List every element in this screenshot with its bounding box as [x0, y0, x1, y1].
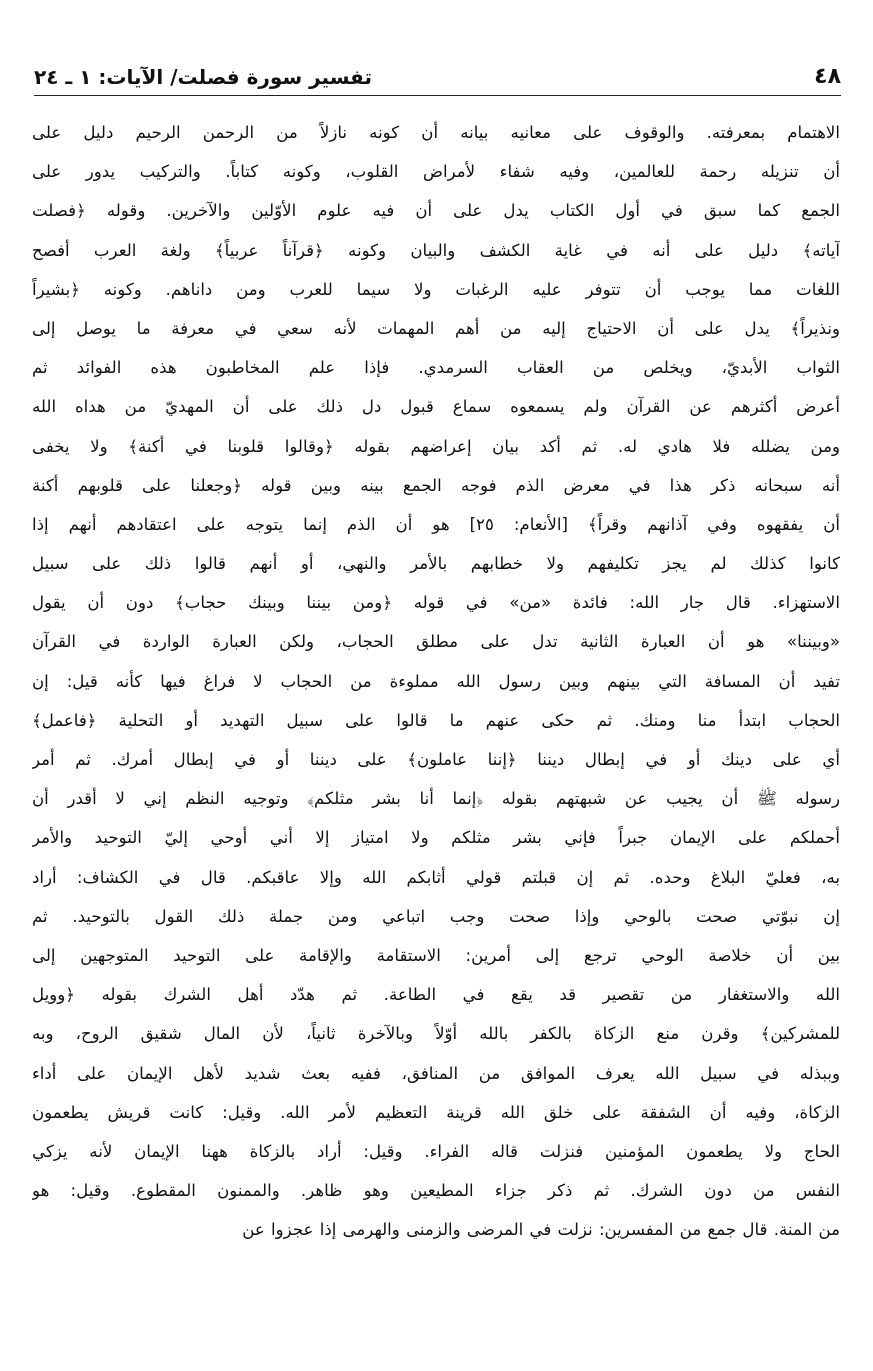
text-line: أن يفقهوه وفي آذانهم وقراً﴾ [الأنعام: ٢٥] هو أن الذم إنما يتوجه على اعتقادهم أنهم إذا [32, 514, 840, 534]
text-line: به، فعليّ البلاغ وحده. ثم إن قبلتم قولي أثابكم الله وإلا عاقبكم. قال في الكشاف: أراد [32, 867, 840, 887]
text-line: النفس من دون الشرك. ثم ذكر جزاء المطيعين وهو ظاهر. والممنون المقطوع. وقيل: هو [32, 1181, 840, 1201]
text-line: آياته﴾ دليل على أنه في غاية الكشف والبيان وكونه ﴿قرآناً عربياً﴾ ولغة العرب أفصح [32, 240, 840, 260]
running-title: تفسير سورة فصلت/ الآيات: ١ ـ ٢٤ [34, 65, 372, 89]
text-line: الاستهزاء. قال جار الله: فائدة «من» في قوله ﴿ومن بيننا وبينك حجاب﴾ دون أن يقول [32, 593, 840, 613]
text-line: للمشركين﴾ وقرن منع الزكاة بالكفر بالله أوّلاً وبالآخرة ثانياً، لأن المال شقيق الروح، وبه [32, 1024, 840, 1044]
text-line: رسوله ﷺ أن يجيب عن شبهتهم بقوله ﴿إنما أنا بشر مثلكم﴾ وتوجيه النظم إني لا أقدر أن [32, 789, 840, 809]
text-line: أن تنزيله رحمة للعالمين، وفيه شفاء لأمراض القلوب، وكونه كتاباً. والتركيب يدور على [32, 162, 840, 182]
text-line: الاهتمام بمعرفته. والوقوف على معانيه بيانه أن كونه نازلاً من الرحمن الرحيم دليل على [32, 123, 840, 142]
text-line: الله والاستغفار من تقصير قد يقع في الطاعة. ثم هدّد أهل الشرك بقوله ﴿وويل [32, 985, 840, 1005]
text-line: وببذله في سبيل الله يعرف الموافق من المنافق، ففيه بعث شديد لأهل الإيمان على أداء [32, 1063, 840, 1083]
text-line: الحجاب ابتدأ منا ومنك. ثم حكى عنهم ما قالوا على سبيل التهديد أو التحلية ﴿فاعمل﴾ [32, 710, 840, 730]
text-line: بين أن خلاصة الوحي ترجع إلى أمرين: الاستقامة والإقامة على التوحيد المتوجهين إلى [32, 945, 840, 965]
text-line: الزكاة، وفيه أن الشفقة على خلق الله قرينة التعظيم لأمر الله. وقيل: كانت قريش يطعمون [32, 1102, 840, 1122]
text-line: إن نبوّتي صحت بالوحي وإذا صحت وجب اتباعي ومن جملة ذلك القول بالتوحيد. ثم [32, 906, 840, 926]
text-line: ونذيراً﴾ يدل على أن الاحتياج إليه من أهم المهمات لأنه سعي في معرفة ما يوصل إلى [32, 318, 840, 338]
text-line: أعرض أكثرهم عن القرآن ولم يسمعوه سماع قبول دل ذلك على أن المهديّ من هداه الله [32, 397, 840, 417]
text-line: من المنة. قال جمع من المفسرين: نزلت في المرضى والزمنى والهرمى إذا عجزوا عن [242, 1220, 840, 1240]
text-line: الثواب الأبديّ، ويخلص من العقاب السرمدي. فإذا علم المخاطبون هذه الفوائد ثم [32, 358, 840, 378]
page-header [34, 56, 841, 96]
text-line: أنه سبحانه ذكر هذا في معرض الذم فوجه الجمع بينه وبين قوله ﴿وجعلنا على قلوبهم أكنة [32, 475, 840, 495]
text-line: أحملكم على الإيمان جبراً فإني بشر مثلكم ولا امتياز إلا أني أوحي إليّ التوحيد والأمر [32, 828, 840, 848]
page-number: ٤٨ [814, 64, 841, 89]
text-line: ومن يضلله فلا هادي له. ثم أكد بيان إعراضهم بقوله ﴿وقالوا قلوبنا في أكنة﴾ ولا يخفى [32, 436, 840, 456]
text-line: اللغات مما يوجب أن تتوفر عليه الرغبات ولا سيما للعرب ومن داناهم. وكونه ﴿بشيراً [32, 279, 840, 299]
text-line: الجمع كما سبق في أول الكتاب يدل على أن فيه علوم الأوّلين والآخرين. وقوله ﴿فصلت [32, 201, 840, 221]
body-text [32, 113, 840, 1293]
text-line: «وبيننا» هو أن العبارة الثانية تدل على مطلق الحجاب، ولكن العبارة الواردة في القرآن [32, 632, 840, 652]
text-line: تفيد أن المسافة التي بينهم وبين رسول الله مملوءة من الحجاب لا فراغ فيها كأنه قيل: إن [32, 671, 840, 691]
text-line: الحاج ولا يطعمون المؤمنين فنزلت قاله الفراء. وقيل: أراد بالزكاة ههنا الإيمان لأنه يزكي [32, 1141, 840, 1161]
text-line: كانوا كذلك لم يجز تكليفهم ولا خطابهم بالأمر والنهي، أو أنهم قالوا ذلك على سبيل [32, 554, 840, 574]
text-line: أي على دينك أو في إبطال ديننا ﴿إننا عاملون﴾ على ديننا أو في إبطال أمرك. ثم أمر [32, 750, 840, 769]
